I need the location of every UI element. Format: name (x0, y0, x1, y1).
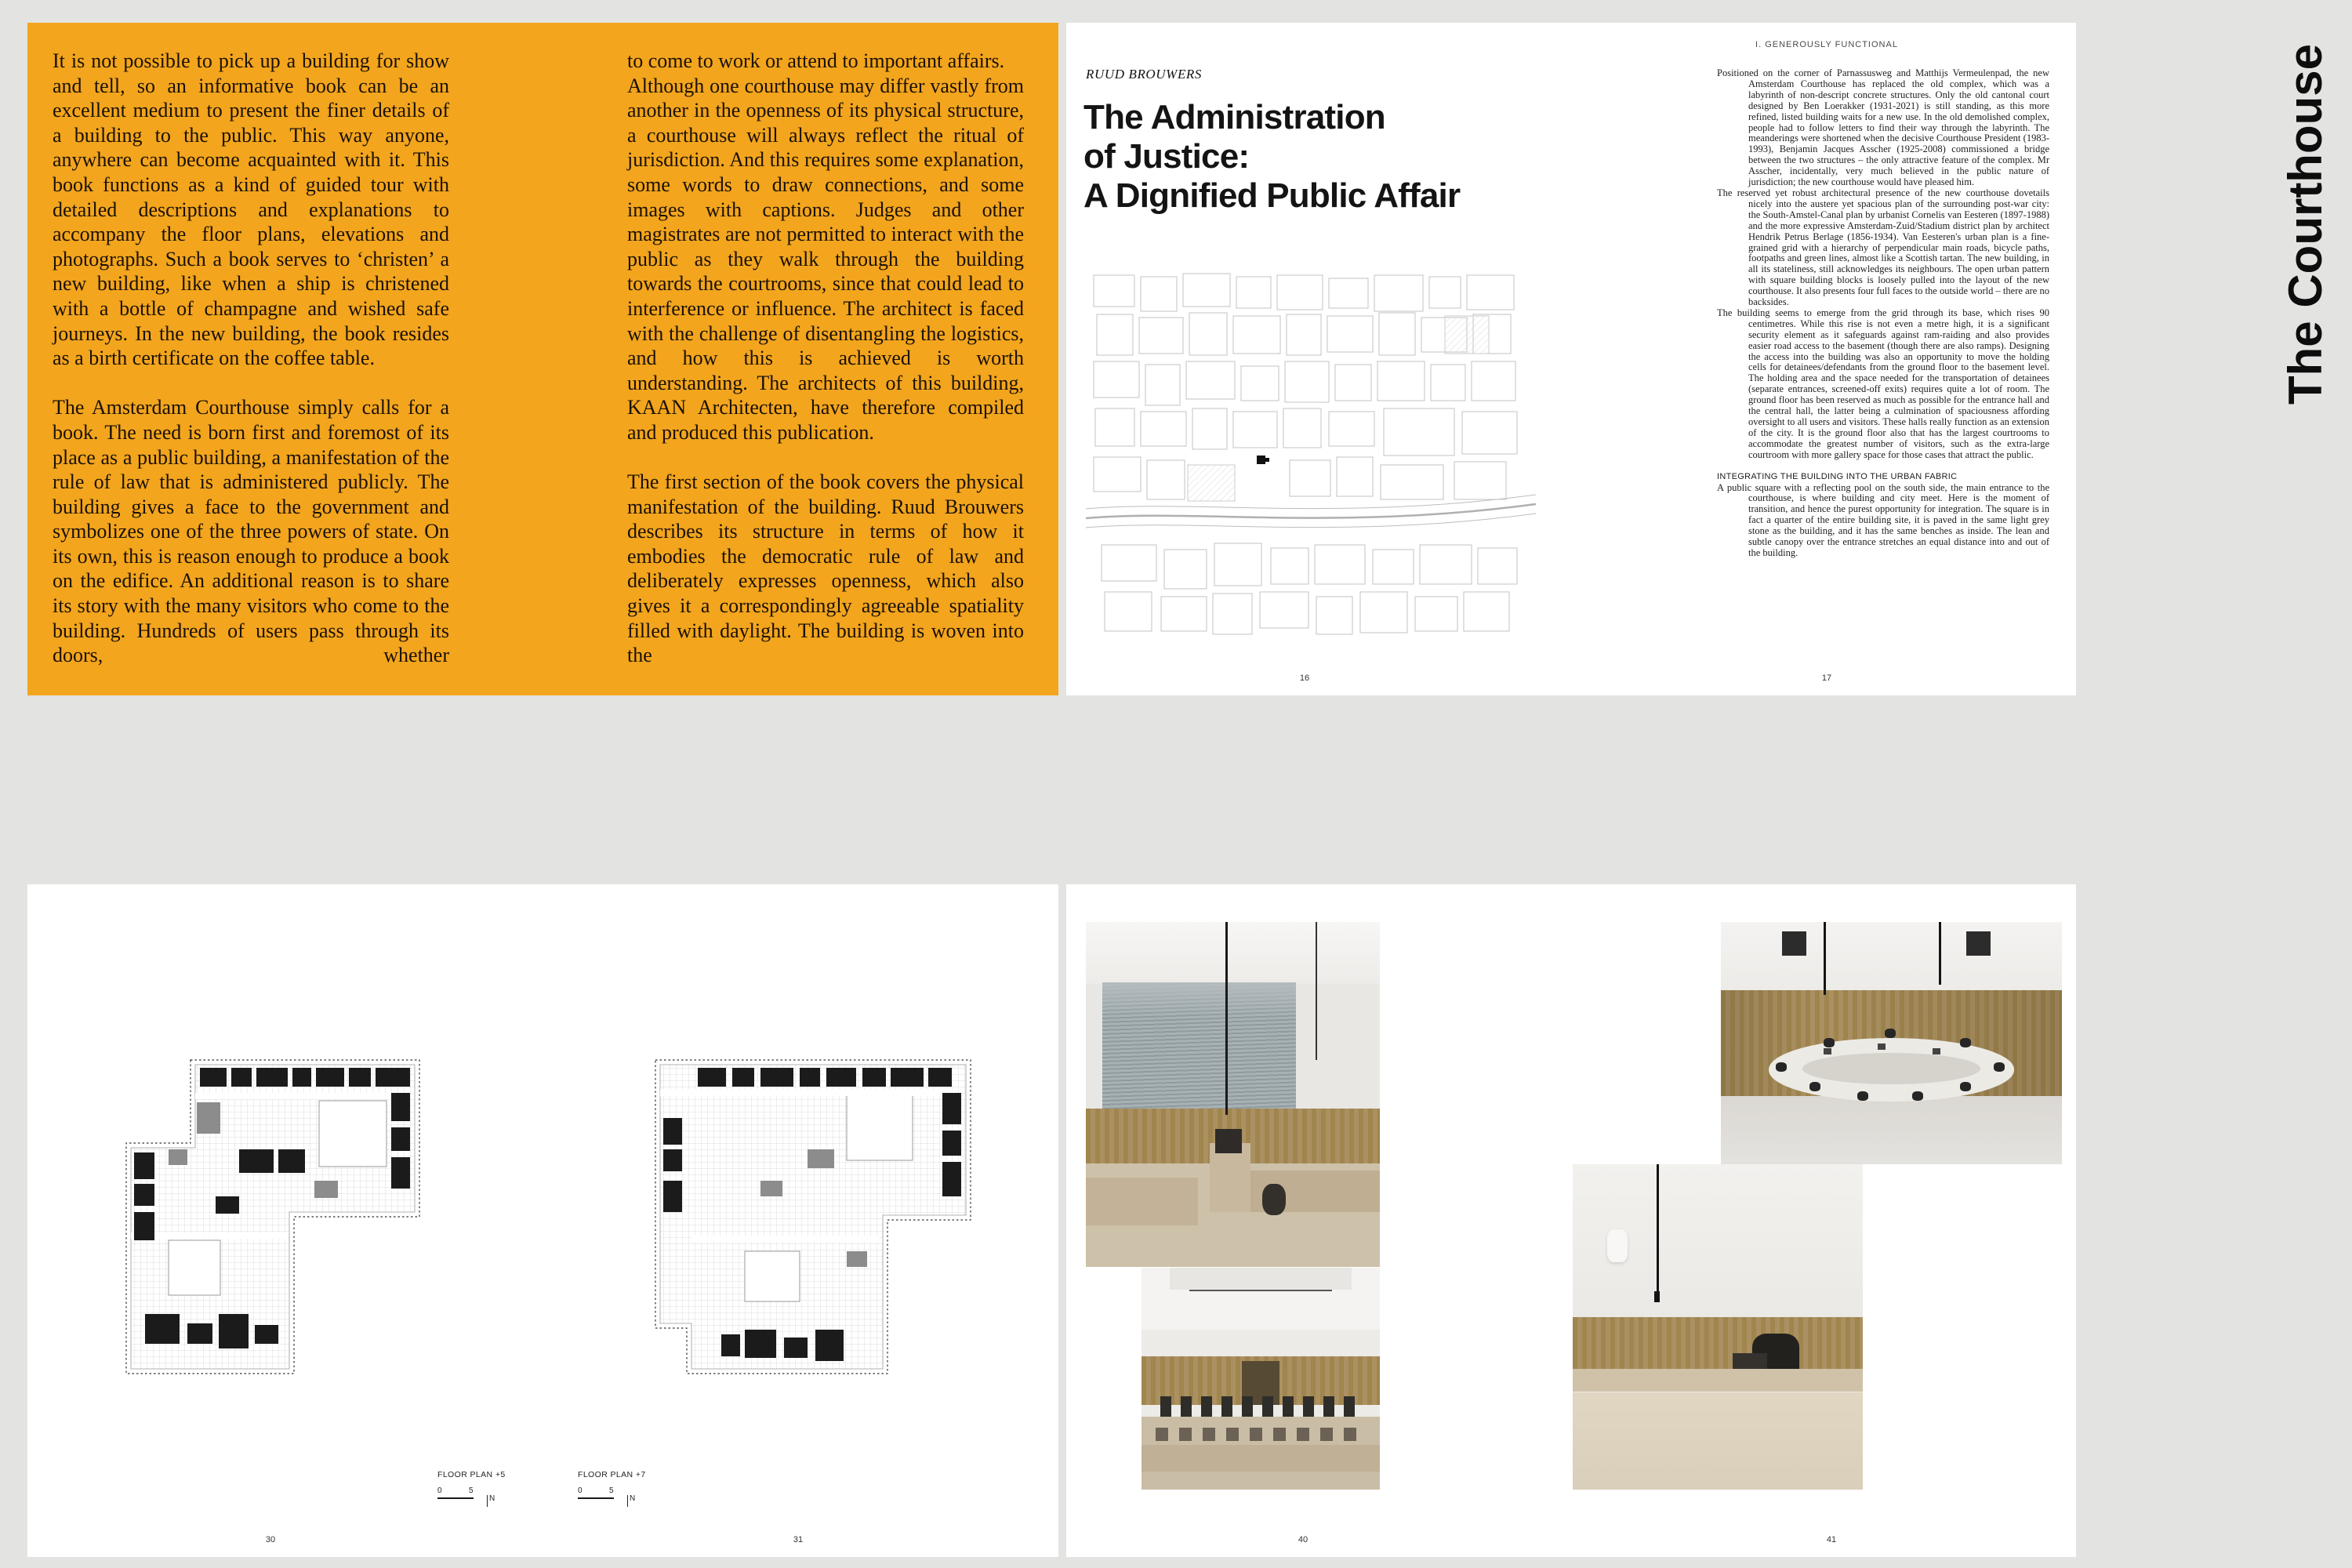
chair (1960, 1038, 1971, 1047)
floor-plan-plus5-drawing (122, 1055, 424, 1378)
photo-courtroom-benches (1142, 1268, 1380, 1490)
pendant-light (1316, 922, 1317, 1060)
running-head: I. GENEROUSLY FUNCTIONAL (1755, 40, 1898, 49)
page-number: 16 (1299, 673, 1310, 683)
chair (1776, 1062, 1787, 1072)
floor-plan-plus7-drawing (651, 1055, 975, 1378)
page-number: 41 (1826, 1535, 1837, 1544)
vertical-book-title: The Courthouse (2279, 44, 2332, 405)
floor-plan-label-plus7 (578, 1470, 688, 1503)
north-arrow-icon: N (489, 1494, 495, 1503)
scale-bar (578, 1486, 636, 1503)
chair (1809, 1082, 1820, 1091)
wood-panel-band (1573, 1317, 1863, 1369)
light-slot (1189, 1290, 1332, 1291)
intro-paragraph: The first section of the book covers the physical manifestation of the building. Ruud Brouwers describes its structure in terms of how it embodies the democratic rule of law and deliberately expresses openness, which also gives it a correspondingly agreeable spatiality filled with daylight. The building is woven into the (627, 470, 1024, 667)
essay-subheading: INTEGRATING THE BUILDING INTO THE URBAN FABRIC (1717, 471, 1958, 481)
essay-paragraph: A public square with a reflecting pool on the south side, the main entrance to the courthouse, is where building and city meet. Here is the moment of transition, and hence the purest opportunity for integration. The square is in fact a quarter of the entire building site, it is paved in the same light grey stone as the building, and it has the same benches as inside. The lean and subtle canopy over the entrance stretches an equal distance into and out of the building. (1717, 481, 2049, 558)
pendant-light-tip (1654, 1291, 1660, 1302)
monitor-row (1160, 1396, 1360, 1416)
pendant-light (1939, 922, 1941, 985)
pendant-light (1824, 922, 1826, 995)
page-number: 40 (1298, 1535, 1308, 1544)
page-number: 31 (793, 1535, 804, 1544)
intro-paragraph: The Amsterdam Courthouse simply calls for a book. The need is born first and foremost of its place as a public building, a manifestation of the rule of law that is administered publicly. The building gives a face to the government and symbolizes one of the three powers of state. On its own, this is reason enough to produce a book on the edifice. An additional reason is to share its story with the many visitors who come to the building. Hundreds of users pass through its doors, whether (53, 396, 449, 667)
plan-label-text: FLOOR PLAN +7 (578, 1470, 646, 1479)
pendant-light (1657, 1164, 1659, 1294)
scale-start: 0 (578, 1486, 583, 1495)
intro-column-left (53, 49, 449, 668)
intro-column-right (627, 49, 1024, 668)
sea-painting (1102, 982, 1297, 1109)
chair (1857, 1091, 1868, 1101)
scale-start: 0 (437, 1486, 442, 1495)
pendant-light (1225, 922, 1228, 1115)
bench-row (1156, 1428, 1366, 1441)
floor-plan-label-plus5 (437, 1470, 547, 1503)
page-number: 30 (265, 1535, 276, 1544)
essay-author: RUUD BROUWERS (1086, 67, 1203, 82)
ceiling-speaker (1782, 931, 1806, 956)
essay-paragraph: Positioned on the corner of Parnassusweg and Matthijs Vermeulenpad, the new Amsterdam Courthouse has replaced the old complex, which was a labyrinth of non-descript concrete structures. Only the old cantonal court designed by Ben Loerakker (1931-2021) is still standing, as this more refined, listed building waits for a new use. In the old demolished complex, people had to follow letters to find their way through the labyrinth. The meanderings were shortened when the decisive Courthouse President (1983-1993), Benjamin Jacques Asscher (1925-2008) commissioned a bridge between the two structures – the only attractive feature of the complex. Mr Asscher, incidentally, very much believed in the public nature of jurisdiction; the new courthouse would have pleased him. (1717, 67, 2049, 188)
chair (1912, 1091, 1923, 1101)
monitor (1215, 1129, 1242, 1153)
desk-front (1573, 1392, 1863, 1490)
chair (1824, 1038, 1835, 1047)
intro-paragraph: Although one courthouse may differ vastly from another in the openness of its physical structure, a courthouse will always reflect the ritual of jurisdiction. And this requires some explanation, some words to draw connections, and some images with captions. Judges and other magistrates are not permitted to interact with the public as they walk through the building towards the courtrooms, since that could lead to interference or influence. The architect is faced with the challenge of disentangling the logistics, and how this is achieved is worth understanding. The architects of this building, KAAN Architecten, have therefore compiled and produced this publication. (627, 74, 1024, 444)
upper-wall (1142, 1330, 1380, 1356)
floor-plan-spread (27, 884, 1058, 1557)
photo-floor (1721, 1096, 2062, 1164)
photo-courtroom-desk-corner (1573, 1164, 1863, 1490)
scale-bar (437, 1486, 495, 1503)
intro-orange-spread (27, 23, 1058, 695)
essay-paragraph: The building seems to emerge from the grid through its base, which rises 90 centimetres. While this rise is not even a metre high, it is a significant security element as it safeguards against ram-raiding and also provides easier road access to the basement (though there are also ramps). Designing the access into the building was also an opportunity to move the holding cells for detainees/defendants from the ground floor to the basement level. The holding area and the space needed for the transportation of detainees (separate entrances, screened-off exits) requires quite a lot of room. The ground floor has been reserved as much as possible for the entrance hall and the central hall, the latter being a culmination of spaciousness affording oversight to all users and visitors. These halls really function as an extension of the city. It is the ground floor also that has the largest courtrooms to accommodate the greatest number of visitors, such as the extra-large courtroom with more gallery space for those cases that attract the public. (1717, 307, 2049, 460)
plan-label-text: FLOOR PLAN +5 (437, 1470, 506, 1479)
scale-end: 5 (609, 1486, 614, 1495)
monitor (1878, 1044, 1886, 1050)
photo-spread (1066, 884, 2076, 1557)
round-table-center (1802, 1053, 1980, 1084)
scale-end: 5 (469, 1486, 474, 1495)
essay-title-line: The Administration (1083, 98, 1385, 136)
front-desk (1142, 1445, 1380, 1472)
wall-sculpture (1607, 1229, 1628, 1262)
city-map-figure (1086, 269, 1536, 650)
photo-ceiling (1086, 922, 1380, 984)
page-number: 17 (1821, 673, 1832, 683)
essay-title-line: of Justice: (1083, 137, 1250, 176)
ceiling-speaker (1966, 931, 1990, 956)
judge-bench (1086, 1178, 1198, 1226)
north-arrow-icon: N (630, 1494, 636, 1503)
chair (1885, 1029, 1896, 1038)
monitor (1933, 1048, 1940, 1054)
intro-paragraph: It is not possible to pick up a building for show and tell, so an informative book can be an excellent medium to present the finer details of a building to the public. This way anyone, anywhere can become acquainted with it. This book functions as a kind of guided tour with detailed descriptions and explanations to accompany the floor plans, elevations and photographs. Such a book serves to ‘christen’ a new building, like when a ship is christened with a bottle of champagne and wished safe journeys. In the new building, the book resides as a birth certificate on the coffee table. (53, 49, 449, 370)
essay-text-column (1717, 68, 2049, 559)
intro-paragraph: to come to work or attend to important affairs. (627, 49, 1005, 72)
chair (1960, 1082, 1971, 1091)
photo-courtroom-round-table (1721, 922, 2062, 1164)
courthouse-location-marker (1257, 456, 1269, 464)
monitor (1824, 1048, 1831, 1054)
office-chair (1262, 1184, 1286, 1215)
essay-title-line: A Dignified Public Affair (1083, 176, 1461, 215)
chair (1994, 1062, 2005, 1072)
essay-title (1083, 98, 1460, 216)
photo-courtroom-sea-artwork (1086, 922, 1380, 1267)
desk-top (1573, 1369, 1863, 1392)
ceiling-recess (1170, 1268, 1351, 1290)
essay-spread (1066, 23, 2076, 695)
photo-ceiling (1721, 922, 2062, 990)
essay-paragraph: The reserved yet robust architectural presence of the new courthouse dovetails nicely into the austere yet spacious plan of the surrounding post-war city: the South-Amstel-Canal plan by urbanist Cornelis van Eesteren (1897-1988) and the more expressive Amsterdam-Zuid/Stadium district plan by architect Hendrik Petrus Berlage (1856-1934). Van Eesteren's urban plan is a fine-grained grid with a hierarchy of perpendicular main roads, bicycle paths, footpaths and green lines, almost like a Scottish tartan. The new building, in all its stateliness, still acknowledges its neighbours. The open urban pattern with square building blocks is loosely pulled into the layout of the new courthouse. It also presents four full faces to the outside world – there are no backsides. (1717, 187, 2049, 308)
